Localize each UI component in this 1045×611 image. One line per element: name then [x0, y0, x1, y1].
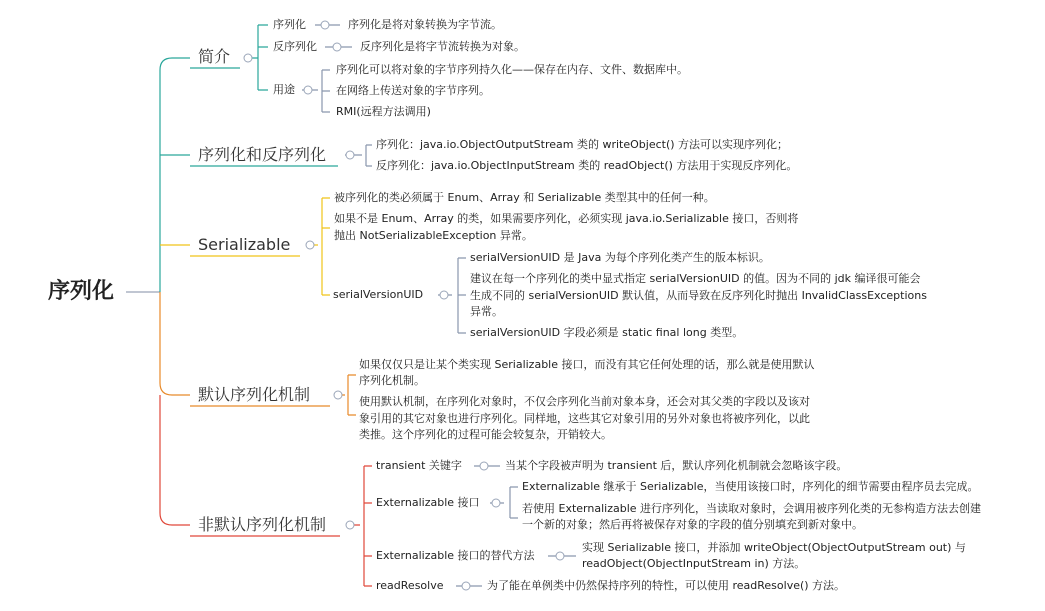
intro-usage-line: 在网络上传送对象的字节序列。: [336, 84, 490, 97]
uid-note: serialVersionUID 字段必须是 static final long 类型。: [470, 326, 744, 339]
externalizable-note: 若使用 Externalizable 进行序列化，当读取对象时，会调用被序列化类的无参构造方法去创建: [522, 502, 982, 515]
branch-serde[interactable]: 序列化和反序列化: [198, 145, 327, 164]
branch-nondefault[interactable]: 非默认序列化机制: [198, 515, 327, 534]
ext-alt-label[interactable]: Externalizable 接口的替代方法: [376, 549, 535, 562]
ext-alt-note: readObject(ObjectInputStream in) 方法。: [582, 557, 806, 570]
root-topic: 序列化: [48, 279, 115, 304]
branch-intro[interactable]: 简介: [198, 47, 231, 66]
externalizable-label[interactable]: Externalizable 接口: [376, 496, 480, 509]
branch-default[interactable]: 默认序列化机制: [198, 385, 311, 404]
serde-line: 反序列化：java.io.ObjectInputStream 类的 readObject() 方法用于实现反序列化。: [376, 159, 798, 172]
transient-label[interactable]: transient 关键字: [376, 459, 462, 472]
serializable-rule-cont: 抛出 NotSerializableException 异常。: [334, 229, 533, 242]
externalizable-note: 一个新的对象；然后再将被保存对象的字段的值分别填充到新对象中。: [522, 518, 863, 531]
intro-usage-line: RMI(远程方法调用): [336, 105, 431, 118]
intro-usage-label[interactable]: 用途: [273, 83, 295, 96]
serializable-rule: 如果不是 Enum、Array 的类，如果需要序列化，必须实现 java.io.Serializable 接口，否则将: [334, 212, 799, 225]
uid-note: serialVersionUID 是 Java 为每个序列化类产生的版本标识。: [470, 251, 770, 264]
serde-line: 序列化：java.io.ObjectOutputStream 类的 writeObject() 方法可以实现序列化；: [376, 138, 789, 151]
default-note: 如果仅仅只是让某个类实现 Serializable 接口，而没有其它任何处理的话，那么就是使用默认: [359, 358, 815, 371]
readresolve-label[interactable]: readResolve: [376, 579, 444, 592]
intro-usage-line: 序列化可以将对象的字节序列持久化——保存在内存、文件、数据库中。: [336, 63, 688, 76]
intro-deserialize-text: 反序列化是将字节流转换为对象。: [360, 40, 525, 53]
default-note: 象引用的其它对象也进行序列化。同样地，这些其它对象引用的另外对象也将被序列化，以此: [359, 412, 810, 425]
uid-note: 生成不同的 serialVersionUID 默认值，从而导致在反序列化时抛出 InvalidClassExceptions: [470, 289, 927, 302]
branch-serializable[interactable]: Serializable: [198, 235, 291, 254]
uid-note: 异常。: [470, 305, 503, 318]
default-note: 使用默认机制，在序列化对象时，不仅会序列化当前对象本身，还会对其父类的字段以及该对: [359, 395, 810, 408]
default-note: 序列化机制。: [359, 374, 425, 387]
readresolve-text: 为了能在单例类中仍然保持序列的特性，可以使用 readResolve() 方法。: [487, 579, 846, 592]
intro-serialize-label[interactable]: 序列化: [273, 18, 306, 31]
intro-serialize-text: 序列化是将对象转换为字节流。: [348, 18, 502, 31]
default-note: 类推。这个序列化的过程可能会较复杂，开销较大。: [359, 428, 612, 441]
transient-text: 当某个字段被声明为 transient 后，默认序列化机制就会忽略该字段。: [505, 459, 848, 472]
serializable-rule: 被序列化的类必须属于 Enum、Array 和 Serializable 类型其中的任何一种。: [334, 191, 715, 204]
ext-alt-note: 实现 Serializable 接口，并添加 writeObject(ObjectOutputStream out) 与: [582, 541, 966, 554]
uid-label[interactable]: serialVersionUID: [333, 288, 424, 301]
uid-note: 建议在每一个序列化的类中显式指定 serialVersionUID 的值。因为不同的 jdk 编译很可能会: [470, 272, 921, 285]
externalizable-note: Externalizable 继承于 Serializable，当使用该接口时，序列化的细节需要由程序员去完成。: [522, 480, 979, 493]
intro-deserialize-label[interactable]: 反序列化: [273, 40, 317, 53]
